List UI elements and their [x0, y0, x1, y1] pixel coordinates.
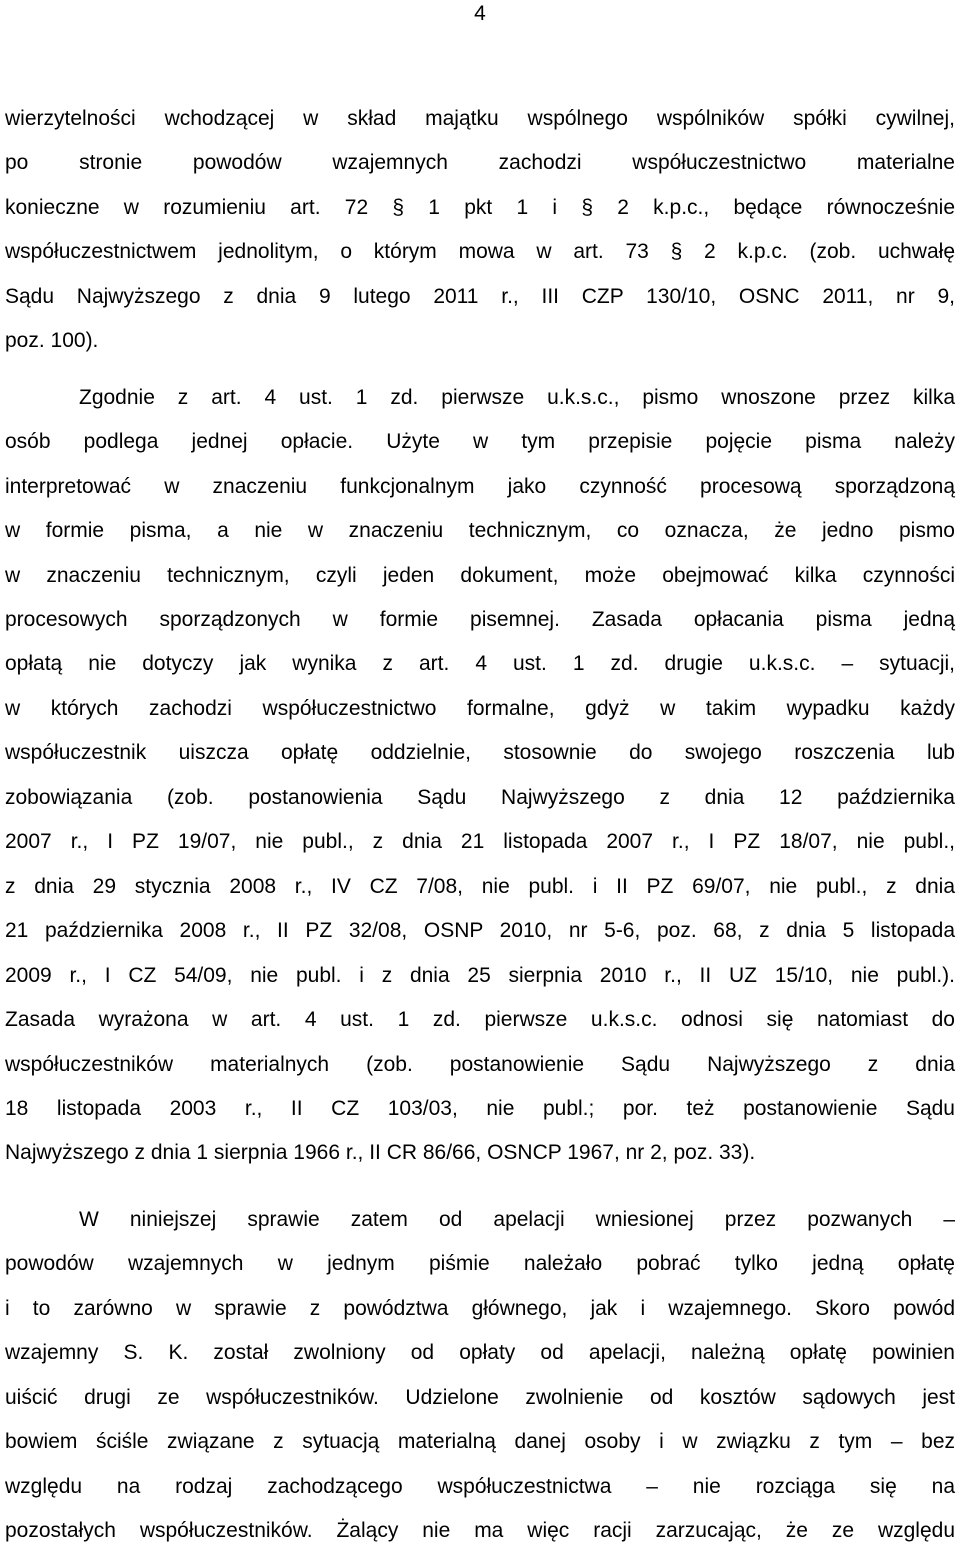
text-line: opłatą nie dotyczy jak wynika z art. 4 ust. 1 zd. drugie u.k.s.c. – sytuacji, — [5, 652, 955, 676]
text-line: 2009 r., I CZ 54/09, nie publ. i z dnia 25 sierpnia 2010 r., II UZ 15/10, nie publ.). — [5, 963, 955, 987]
text-line: 21 października 2008 r., II PZ 32/08, OSNP 2010, nr 5-6, poz. 68, z dnia 5 listopada — [5, 919, 955, 943]
text-line: względu na rodzaj zachodzącego współuczestnictwa – nie rozciąga się na — [5, 1474, 955, 1498]
text-line: interpretować w znaczeniu funkcjonalnym jako czynność procesową sporządzoną — [5, 474, 955, 498]
text-line: współuczestnictwem jednolitym, o którym mowa w art. 73 § 2 k.p.c. (zob. uchwałę — [5, 240, 955, 264]
text-line: procesowych sporządzonych w formie pisemnej. Zasada opłacania pisma jedną — [5, 607, 955, 631]
text-line: bowiem ściśle związane z sytuacją materialną danej osoby i w związku z tym – bez — [5, 1430, 955, 1454]
text-line: i to zarówno w sprawie z powództwa głównego, jak i wzajemnego. Skoro powód — [5, 1296, 955, 1320]
text-line: wzajemny S. K. został zwolniony od opłaty od apelacji, należną opłatę powinien — [5, 1341, 955, 1365]
text-line: pozostałych współuczestników. Żalący nie ma więc racji zarzucając, że ze względu — [5, 1519, 955, 1543]
paragraph-1 — [5, 97, 955, 364]
text-line: wierzytelności wchodzącej w skład majątku wspólnego wspólników spółki cywilnej, — [5, 107, 955, 130]
text-line: z dnia 29 stycznia 2008 r., IV CZ 7/08, nie publ. i II PZ 69/07, nie publ., z dnia — [5, 874, 955, 898]
text-line: konieczne w rozumieniu art. 72 § 1 pkt 1 i § 2 k.p.c., będące równocześnie — [5, 195, 955, 219]
text-line: 2007 r., I PZ 19/07, nie publ., z dnia 21 listopada 2007 r., I PZ 18/07, nie publ., — [5, 830, 955, 854]
text-line: W niniejszej sprawie zatem od apelacji wniesionej przez pozwanych – — [79, 1207, 955, 1231]
document-body — [5, 97, 955, 1554]
text-line: uiścić drugi ze współuczestników. Udzielone zwolnienie od kosztów sądowych jest — [5, 1385, 955, 1409]
text-line: Zasada wyrażona w art. 4 ust. 1 zd. pierwsze u.k.s.c. odnosi się natomiast do — [5, 1008, 955, 1032]
text-line: w których zachodzi współuczestnictwo formalne, gdyż w takim wypadku każdy — [5, 696, 955, 720]
text-line: w znaczeniu technicznym, czyli jeden dokument, może obejmować kilka czynności — [5, 563, 955, 587]
text-line: poz. 100). — [5, 329, 99, 353]
page-number: 4 — [474, 2, 486, 25]
text-line: zobowiązania (zob. postanowienia Sądu Najwyższego z dnia 12 października — [5, 785, 955, 809]
text-line: współuczestników materialnych (zob. postanowienie Sądu Najwyższego z dnia — [5, 1052, 955, 1076]
text-line: Sądu Najwyższego z dnia 9 lutego 2011 r., III CZP 130/10, OSNC 2011, nr 9, — [5, 284, 955, 308]
text-line: w formie pisma, a nie w znaczeniu technicznym, co oznacza, że jedno pismo — [5, 519, 955, 543]
text-line: powodów wzajemnych w jednym piśmie należało pobrać tylko jedną opłatę — [5, 1252, 955, 1276]
text-line: po stronie powodów wzajemnych zachodzi współuczestnictwo materialne — [5, 151, 955, 175]
text-line: Najwyższego z dnia 1 sierpnia 1966 r., II CR 86/66, OSNCP 1967, nr 2, poz. 33). — [5, 1141, 756, 1165]
text-line: osób podlega jednej opłacie. Użyte w tym przepisie pojęcie pisma należy — [5, 430, 955, 454]
text-line: Zgodnie z art. 4 ust. 1 zd. pierwsze u.k.s.c., pismo wnoszone przez kilka — [79, 385, 955, 409]
text-line: współuczestnik uiszcza opłatę oddzielnie, stosownie do swojego roszczenia lub — [5, 741, 955, 765]
paragraph-2 — [5, 376, 955, 1176]
text-line: 18 listopada 2003 r., II CZ 103/03, nie publ.; por. też postanowienie Sądu — [5, 1096, 955, 1120]
paragraph-3 — [5, 1198, 955, 1554]
